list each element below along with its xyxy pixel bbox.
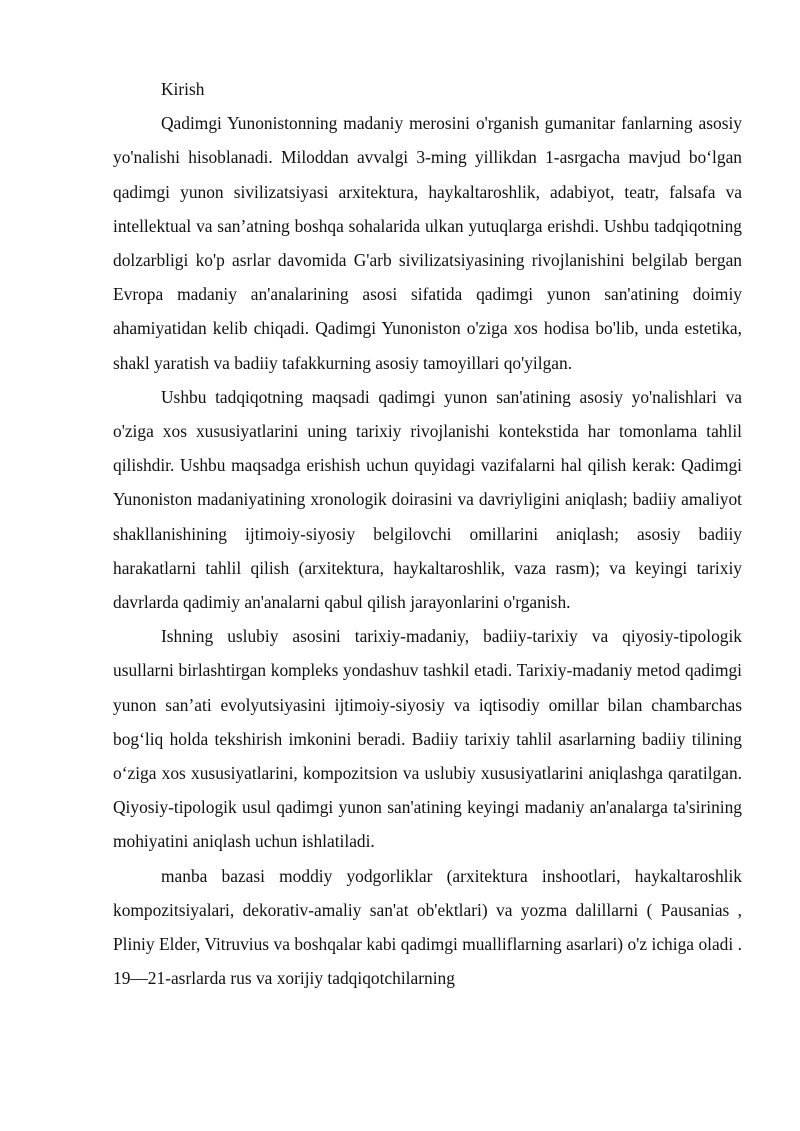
paragraph-methodology: Ishning uslubiy asosini tarixiy-madaniy, badiiy-tarixiy va qiyosiy-tipologik usullarni birlashtirgan kompleks yondashuv tashkil etadi. Tarixiy-madaniy metod qadimgi yunon san’ati evolyutsiyasini ijtimoiy-siyosiy va iqtisodiy omillar bilan chambarchas bog‘liq holda tekshirish imkonini beradi. Badiiy tarixiy tahlil asarlarning badiiy tilining o‘ziga xos xususiyatlarini, kompozitsion va uslubiy xususiyatlarini aniqlashga qaratilgan. Qiyosiy-tipologik usul qadimgi yunon san'atining keyingi madaniy an'analarga ta'sirining mohiyatini aniqlash uchun ishlatiladi. [113, 626, 742, 852]
section-heading: Kirish [161, 79, 205, 99]
paragraph-research-goal: Ushbu tadqiqotning maqsadi qadimgi yunon san'atining asosiy yo'nalishlari va o'ziga xos xususiyatlarini uning tarixiy rivojlanishi kontekstida har tomonlama tahlil qilishdir. Ushbu maqsadga erishish uchun quyidagi vazifalarni hal qilish kerak: Qadimgi Yunoniston madaniyatining xronologik doirasini va davriyligini aniqlash; badiiy amaliyot shakllanishining ijtimoiy-siyosiy belgilovchi omillarini aniqlash; asosiy badiiy harakatlarni tahlil qilish (arxitektura, haykaltaroshlik, vaza rasm); va keyingi tarixiy davrlarda qadimiy an'analarni qabul qilish jarayonlarini o'rganish. [113, 386, 742, 613]
paragraph-introduction: Qadimgi Yunonistonning madaniy merosini o'rganish gumanitar fanlarning asosiy yo'nalishi hisoblanadi. Miloddan avvalgi 3-ming yillikdan 1-asrgacha mavjud bo‘lgan qadimgi yunon sivilizatsiyasi arxitektura, haykaltaroshlik, adabiyot, teatr, falsafa va intellektual va san’atning boshqa sohalarida ulkan yutuqlarga erishdi. Ushbu tadqiqotning dolzarbligi ko'p asrlar davomida G'arb sivilizatsiyasining rivojlanishini belgilab bergan Evropa madaniy an'analarining asosi sifatida qadimgi yunon san'atining doimiy ahamiyatidan kelib chiqadi. Qadimgi Yunoniston o'ziga xos hodisa bo'lib, unda estetika, shakl yaratish va badiiy tafakkurning asosiy tamoyillari qo'yilgan. [113, 113, 742, 373]
document-body [113, 72, 742, 995]
paragraph-source-base: manba bazasi moddiy yodgorliklar (arxitektura inshootlari, haykaltaroshlik kompozitsiyalari, dekorativ-amaliy san'at ob'ektlari) va yozma dalillarni ( Pausanias , Pliniy Elder, Vitruvius va boshqalar kabi qadimgi mualliflarning asarlari) o'z ichiga oladi . 19—21-asrlarda rus va xorijiy tadqiqotchilarning [113, 865, 742, 989]
